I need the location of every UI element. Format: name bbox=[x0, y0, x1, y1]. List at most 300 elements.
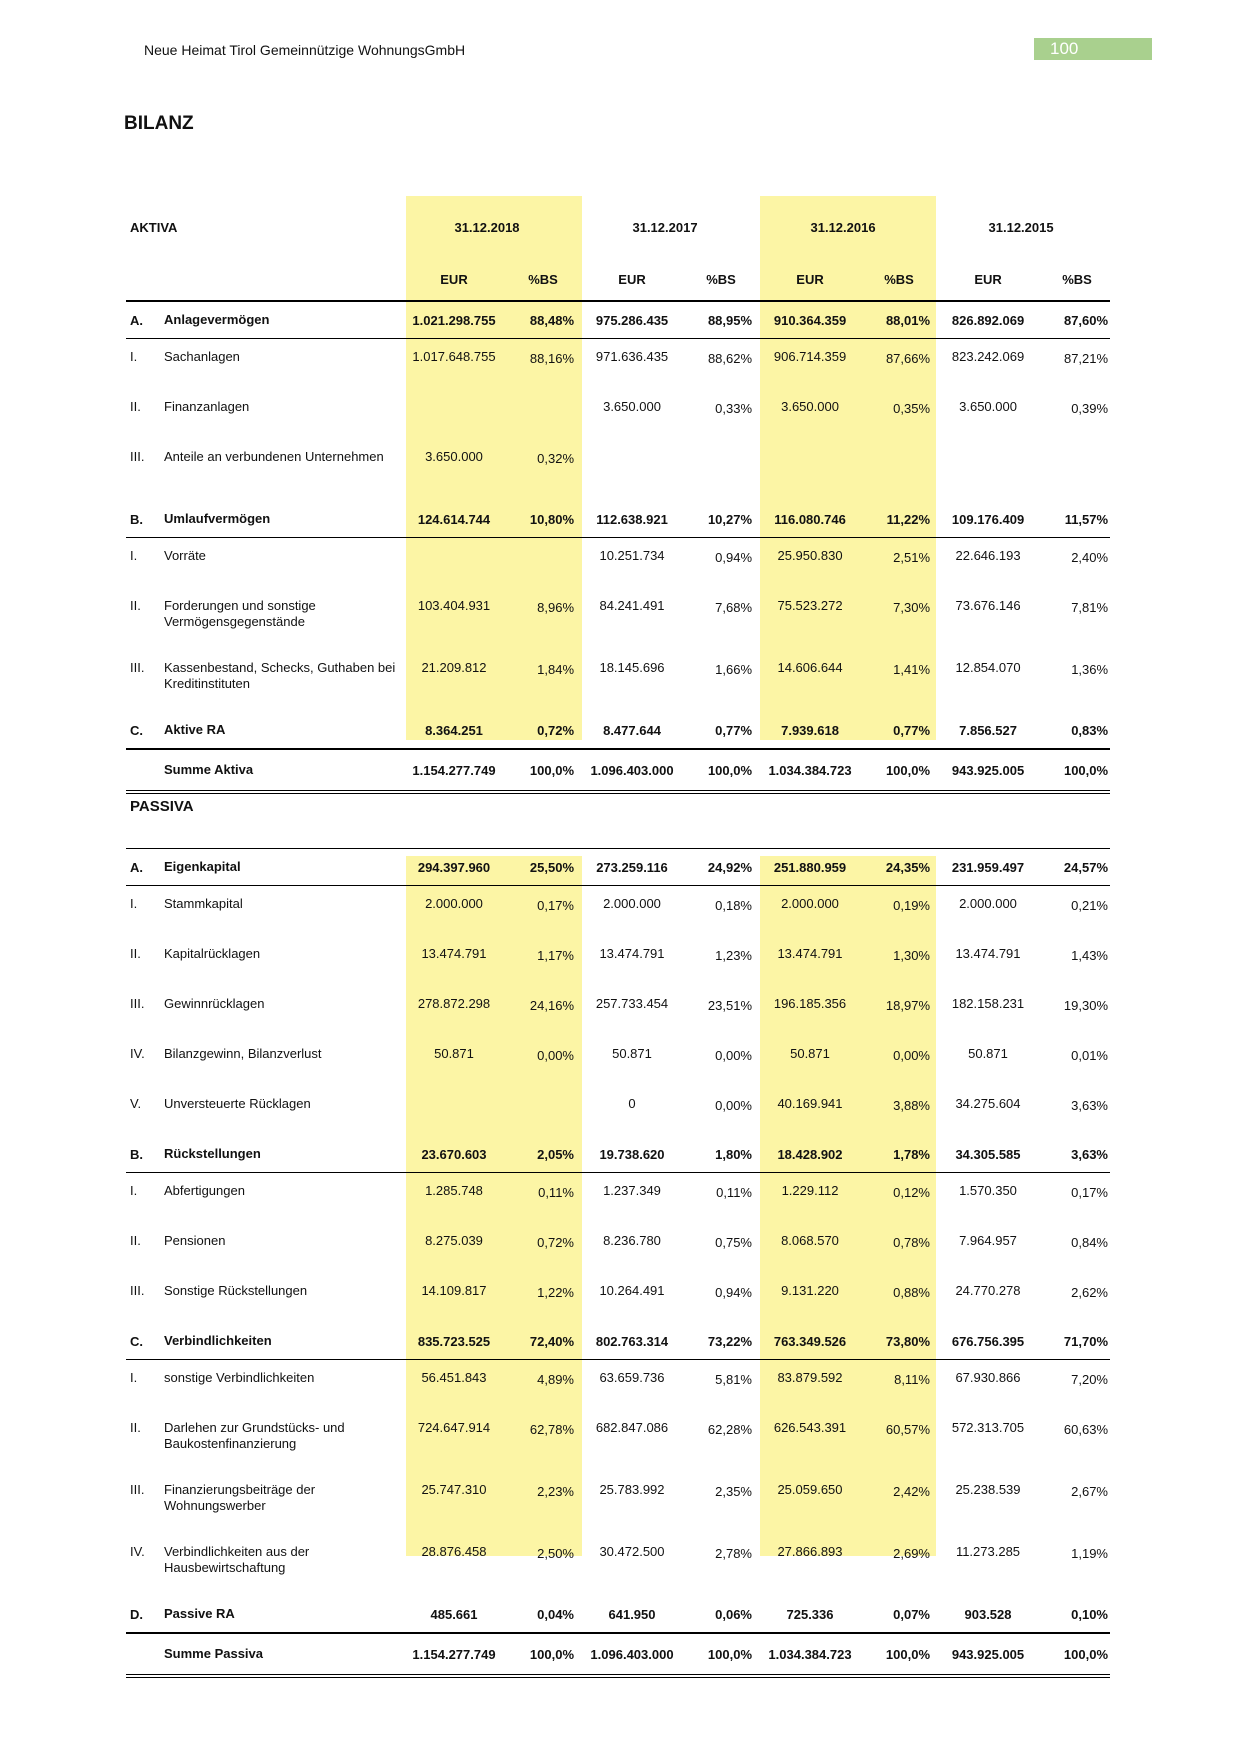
pct-cell: 2,05% bbox=[510, 1136, 576, 1173]
row-label: Anteile an verbundenen Unternehmen bbox=[164, 449, 384, 464]
pct-cell: 0,84% bbox=[1071, 1235, 1108, 1250]
eur-cell: 1.096.403.000 bbox=[576, 749, 688, 792]
pct-cell: 0,88% bbox=[893, 1285, 930, 1300]
pct-cell: 0,18% bbox=[715, 898, 752, 913]
pct-cell: 0,00% bbox=[893, 1048, 930, 1063]
eur-cell: 676.756.395 bbox=[932, 1323, 1044, 1360]
row-label: Summe Passiva bbox=[162, 1633, 398, 1676]
pct-cell: 0,72% bbox=[537, 1235, 574, 1250]
eur-cell: 50.871 bbox=[968, 1046, 1008, 1061]
row-index: II. bbox=[130, 598, 141, 613]
row-index: IV. bbox=[130, 1544, 145, 1559]
eur-cell: 3.650.000 bbox=[781, 399, 839, 414]
pct-cell: 2,78% bbox=[715, 1546, 752, 1561]
row-index: II. bbox=[130, 946, 141, 961]
eur-cell: 34.305.585 bbox=[932, 1136, 1044, 1173]
row-label: Forderungen und sonstige Vermögensgegenstände bbox=[164, 598, 316, 629]
eur-cell: 823.242.069 bbox=[951, 349, 1025, 364]
pct-cell: 11,57% bbox=[1044, 501, 1110, 538]
eur-cell: 8.068.570 bbox=[781, 1233, 839, 1248]
pct-cell: 3,88% bbox=[893, 1098, 930, 1113]
eur-cell: 724.647.914 bbox=[417, 1420, 491, 1435]
pct-cell: 0,94% bbox=[715, 550, 753, 565]
eur-cell: 485.661 bbox=[398, 1596, 510, 1633]
eur-cell: 2.000.000 bbox=[959, 896, 1017, 911]
row-index: I. bbox=[130, 548, 138, 563]
pct-cell: 88,48% bbox=[510, 301, 576, 339]
pct-cell: 100,0% bbox=[510, 1633, 576, 1676]
row-index bbox=[126, 1633, 162, 1676]
eur-cell: 943.925.005 bbox=[932, 749, 1044, 792]
eur-cell: 1.034.384.723 bbox=[754, 749, 866, 792]
category-row bbox=[126, 501, 1110, 538]
row-label: Abfertigungen bbox=[164, 1183, 245, 1198]
pct-cell: 60,57% bbox=[885, 1422, 930, 1437]
pct-cell: 0,11% bbox=[716, 1185, 752, 1200]
row-index: A. bbox=[126, 301, 162, 339]
row-label: Kapitalrücklagen bbox=[164, 946, 261, 961]
pct-cell: 0,17% bbox=[1071, 1185, 1108, 1200]
category-row bbox=[126, 1323, 1110, 1360]
pct-cell: 7,30% bbox=[893, 600, 931, 615]
table-row bbox=[126, 1036, 1110, 1086]
eur-cell: 626.543.391 bbox=[773, 1420, 847, 1435]
row-index: D. bbox=[126, 1596, 162, 1633]
pct-cell: 10,80% bbox=[510, 501, 576, 538]
pct-cell: 0,83% bbox=[1044, 712, 1110, 749]
eur-cell: 28.876.458 bbox=[421, 1544, 487, 1559]
eur-cell: 1.021.298.755 bbox=[398, 301, 510, 339]
pct-cell: 1,43% bbox=[1071, 948, 1108, 963]
row-index: II. bbox=[130, 1420, 141, 1435]
eur-cell: 21.209.812 bbox=[421, 660, 487, 675]
pct-cell: 2,50% bbox=[537, 1546, 574, 1561]
eur-cell: 906.714.359 bbox=[773, 349, 847, 364]
row-index: I. bbox=[130, 896, 138, 911]
eur-cell: 2.000.000 bbox=[425, 896, 483, 911]
row-label: Gewinnrücklagen bbox=[164, 996, 265, 1011]
eur-cell: 30.472.500 bbox=[599, 1544, 665, 1559]
eur-cell: 3.650.000 bbox=[603, 399, 661, 414]
pct-cell: 23,51% bbox=[707, 998, 752, 1013]
row-index: III. bbox=[130, 996, 145, 1011]
eur-cell: 8.477.644 bbox=[576, 712, 688, 749]
table-row bbox=[126, 588, 1110, 650]
eur-cell: 572.313.705 bbox=[951, 1420, 1025, 1435]
category-row bbox=[126, 849, 1110, 886]
eur-cell: 13.474.791 bbox=[955, 946, 1021, 961]
company-name: Neue Heimat Tirol Gemeinnützige WohnungsGmbH bbox=[144, 42, 466, 58]
eur-cell: 50.871 bbox=[434, 1046, 474, 1061]
pct-cell: 0,39% bbox=[1071, 401, 1109, 416]
pct-cell: 87,21% bbox=[1063, 351, 1109, 366]
row-index: III. bbox=[130, 660, 145, 675]
eur-cell: 25.783.992 bbox=[599, 1482, 665, 1497]
eur-cell: 22.646.193 bbox=[955, 548, 1021, 563]
row-index bbox=[126, 749, 162, 792]
pct-header: %BS bbox=[510, 258, 576, 301]
passiva-table bbox=[126, 848, 1110, 1678]
row-index: I. bbox=[130, 1370, 138, 1385]
pct-cell bbox=[1044, 439, 1110, 501]
row-label: Sachanlagen bbox=[164, 349, 240, 364]
eur-cell: 63.659.736 bbox=[599, 1370, 665, 1385]
row-label: Umlaufvermögen bbox=[162, 501, 398, 538]
category-row bbox=[126, 712, 1110, 749]
pct-cell: 2,69% bbox=[893, 1546, 930, 1561]
eur-cell: 975.286.435 bbox=[576, 301, 688, 339]
aktiva-heading: AKTIVA bbox=[130, 219, 178, 235]
eur-cell: 8.236.780 bbox=[603, 1233, 661, 1248]
pct-cell: 11,22% bbox=[866, 501, 932, 538]
eur-cell: 18.145.696 bbox=[599, 660, 665, 675]
pct-cell: 25,50% bbox=[510, 849, 576, 886]
eur-cell: 10.264.491 bbox=[599, 1283, 665, 1298]
eur-cell: 75.523.272 bbox=[777, 598, 843, 613]
eur-cell: 40.169.941 bbox=[777, 1096, 843, 1111]
pct-cell: 0,94% bbox=[715, 1285, 752, 1300]
pct-cell: 4,89% bbox=[537, 1372, 574, 1387]
pct-cell: 2,67% bbox=[1071, 1484, 1108, 1499]
pct-cell: 1,36% bbox=[1071, 662, 1109, 677]
pct-header: %BS bbox=[866, 258, 932, 301]
eur-cell bbox=[932, 439, 1044, 501]
eur-cell: 1.570.350 bbox=[959, 1183, 1017, 1198]
pct-cell: 0,17% bbox=[537, 898, 574, 913]
eur-cell: 943.925.005 bbox=[932, 1633, 1044, 1676]
row-index: B. bbox=[126, 501, 162, 538]
row-label: Sonstige Rückstellungen bbox=[164, 1283, 308, 1298]
row-index: III. bbox=[130, 1283, 145, 1298]
pct-cell: 7,20% bbox=[1071, 1372, 1108, 1387]
eur-cell: 25.059.650 bbox=[777, 1482, 843, 1497]
pct-cell: 88,01% bbox=[866, 301, 932, 339]
row-index: II. bbox=[130, 1233, 141, 1248]
eur-cell: 257.733.454 bbox=[595, 996, 669, 1011]
pct-cell: 0,00% bbox=[715, 1098, 752, 1113]
pct-cell: 88,62% bbox=[707, 351, 753, 366]
pct-cell: 10,27% bbox=[688, 501, 754, 538]
eur-cell bbox=[398, 538, 510, 589]
category-row bbox=[126, 1596, 1110, 1633]
eur-cell: 50.871 bbox=[612, 1046, 652, 1061]
pct-cell: 1,23% bbox=[715, 948, 752, 963]
eur-cell bbox=[754, 439, 866, 501]
pct-cell: 71,70% bbox=[1044, 1323, 1110, 1360]
pct-cell: 7,68% bbox=[715, 600, 753, 615]
eur-cell: 73.676.146 bbox=[955, 598, 1021, 613]
eur-cell: 25.747.310 bbox=[421, 1482, 487, 1497]
row-label: Bilanzgewinn, Bilanzverlust bbox=[164, 1046, 322, 1061]
row-index: A. bbox=[126, 849, 162, 886]
pct-cell: 62,78% bbox=[529, 1422, 574, 1437]
row-label: Pensionen bbox=[164, 1233, 226, 1248]
eur-cell: 84.241.491 bbox=[599, 598, 665, 613]
eur-header: EUR bbox=[754, 258, 866, 301]
pct-cell: 0,00% bbox=[715, 1048, 752, 1063]
row-label: Vorräte bbox=[164, 548, 206, 563]
pct-cell: 0,12% bbox=[893, 1185, 930, 1200]
pct-cell: 19,30% bbox=[1063, 998, 1108, 1013]
category-row bbox=[126, 1136, 1110, 1173]
eur-cell: 802.763.314 bbox=[576, 1323, 688, 1360]
eur-cell bbox=[398, 389, 510, 439]
pct-cell bbox=[510, 1086, 576, 1136]
pct-cell: 1,22% bbox=[537, 1285, 574, 1300]
pct-cell: 7,81% bbox=[1071, 600, 1109, 615]
pct-cell: 1,41% bbox=[893, 662, 931, 677]
date-header-2016: 31.12.2016 bbox=[810, 219, 876, 235]
eur-cell: 182.158.231 bbox=[951, 996, 1025, 1011]
row-index: V. bbox=[130, 1096, 142, 1111]
eur-cell: 7.939.618 bbox=[754, 712, 866, 749]
eur-cell: 9.131.220 bbox=[781, 1283, 839, 1298]
eur-cell: 273.259.116 bbox=[576, 849, 688, 886]
table-row bbox=[126, 1534, 1110, 1596]
pct-cell: 0,78% bbox=[893, 1235, 930, 1250]
pct-cell: 0,75% bbox=[715, 1235, 752, 1250]
eur-cell: 1.017.648.755 bbox=[412, 349, 496, 364]
eur-cell bbox=[398, 1086, 510, 1136]
pct-cell: 0,32% bbox=[537, 451, 575, 466]
eur-header: EUR bbox=[398, 258, 510, 301]
eur-cell: 1.154.277.749 bbox=[398, 1633, 510, 1676]
row-index: II. bbox=[130, 399, 141, 414]
pct-cell: 0,35% bbox=[893, 401, 931, 416]
eur-cell: 0 bbox=[628, 1096, 636, 1111]
table-row bbox=[126, 1223, 1110, 1273]
eur-cell: 11.273.285 bbox=[955, 1544, 1021, 1559]
pct-cell: 100,0% bbox=[866, 749, 932, 792]
row-label: sonstige Verbindlichkeiten bbox=[164, 1370, 315, 1385]
eur-cell: 116.080.746 bbox=[754, 501, 866, 538]
eur-cell: 903.528 bbox=[932, 1596, 1044, 1633]
eur-cell: 10.251.734 bbox=[599, 548, 665, 563]
row-index: III. bbox=[130, 449, 145, 464]
table-row bbox=[126, 389, 1110, 439]
pct-cell: 2,23% bbox=[537, 1484, 574, 1499]
eur-cell: 112.638.921 bbox=[576, 501, 688, 538]
eur-cell: 14.606.644 bbox=[777, 660, 843, 675]
eur-cell: 19.738.620 bbox=[576, 1136, 688, 1173]
eur-cell: 196.185.356 bbox=[773, 996, 847, 1011]
table-row bbox=[126, 1273, 1110, 1323]
pct-cell: 0,10% bbox=[1044, 1596, 1110, 1633]
eur-cell: 34.275.604 bbox=[955, 1096, 1021, 1111]
date-header-2017: 31.12.2017 bbox=[632, 219, 698, 235]
eur-cell: 763.349.526 bbox=[754, 1323, 866, 1360]
pct-cell: 18,97% bbox=[885, 998, 930, 1013]
row-label: Stammkapital bbox=[164, 896, 243, 911]
table-row bbox=[126, 886, 1110, 937]
pct-cell: 1,30% bbox=[893, 948, 930, 963]
pct-header: %BS bbox=[688, 258, 754, 301]
pct-cell: 0,77% bbox=[688, 712, 754, 749]
aktiva-table bbox=[126, 196, 1110, 794]
eur-cell: 8.364.251 bbox=[398, 712, 510, 749]
pct-cell: 72,40% bbox=[510, 1323, 576, 1360]
pct-cell: 100,0% bbox=[1044, 1633, 1110, 1676]
total-row bbox=[126, 1633, 1110, 1676]
subheader-blank bbox=[126, 258, 398, 301]
eur-cell: 1.034.384.723 bbox=[754, 1633, 866, 1676]
pct-cell: 24,92% bbox=[688, 849, 754, 886]
pct-cell: 2,42% bbox=[893, 1484, 930, 1499]
pct-cell: 88,95% bbox=[688, 301, 754, 339]
row-index: III. bbox=[130, 1482, 145, 1497]
pct-cell: 2,51% bbox=[893, 550, 931, 565]
pct-cell: 100,0% bbox=[1044, 749, 1110, 792]
table-row bbox=[126, 538, 1110, 589]
eur-cell: 8.275.039 bbox=[425, 1233, 483, 1248]
eur-cell: 23.670.603 bbox=[398, 1136, 510, 1173]
table-row bbox=[126, 1410, 1110, 1472]
eur-cell: 7.964.957 bbox=[959, 1233, 1017, 1248]
table-row bbox=[126, 936, 1110, 986]
pct-cell: 100,0% bbox=[866, 1633, 932, 1676]
eur-cell: 25.950.830 bbox=[777, 548, 843, 563]
eur-cell: 13.474.791 bbox=[421, 946, 487, 961]
eur-cell: 682.847.086 bbox=[595, 1420, 669, 1435]
eur-cell: 67.930.866 bbox=[955, 1370, 1021, 1385]
row-label: Aktive RA bbox=[162, 712, 398, 749]
row-label: Verbindlichkeiten bbox=[162, 1323, 398, 1360]
row-label: Passive RA bbox=[162, 1596, 398, 1633]
pct-cell: 0,04% bbox=[510, 1596, 576, 1633]
table-row bbox=[126, 1472, 1110, 1534]
eur-cell: 18.428.902 bbox=[754, 1136, 866, 1173]
row-index: C. bbox=[126, 712, 162, 749]
pct-cell: 1,19% bbox=[1071, 1546, 1108, 1561]
eur-cell: 14.109.817 bbox=[421, 1283, 487, 1298]
pct-cell: 100,0% bbox=[688, 749, 754, 792]
pct-cell: 73,80% bbox=[866, 1323, 932, 1360]
row-label: Finanzierungsbeiträge der Wohnungswerber bbox=[164, 1482, 316, 1513]
pct-cell: 0,77% bbox=[866, 712, 932, 749]
eur-cell: 7.856.527 bbox=[932, 712, 1044, 749]
date-header-2015: 31.12.2015 bbox=[988, 219, 1054, 235]
eur-cell: 278.872.298 bbox=[417, 996, 491, 1011]
eur-cell: 1.154.277.749 bbox=[398, 749, 510, 792]
pct-cell: 2,62% bbox=[1071, 1285, 1108, 1300]
pct-header: %BS bbox=[1044, 258, 1110, 301]
date-header-2018: 31.12.2018 bbox=[454, 219, 520, 235]
eur-cell: 24.770.278 bbox=[955, 1283, 1021, 1298]
pct-cell: 24,35% bbox=[866, 849, 932, 886]
row-label: Darlehen zur Grundstücks- und Baukostenfinanzierung bbox=[164, 1420, 345, 1451]
table-row bbox=[126, 1173, 1110, 1224]
page-title: BILANZ bbox=[124, 113, 194, 134]
table-row bbox=[126, 1360, 1110, 1411]
pct-cell: 5,81% bbox=[715, 1372, 752, 1387]
pct-cell bbox=[866, 439, 932, 501]
pct-cell: 24,57% bbox=[1044, 849, 1110, 886]
eur-cell: 103.404.931 bbox=[417, 598, 491, 613]
pct-cell: 62,28% bbox=[707, 1422, 752, 1437]
eur-cell: 50.871 bbox=[790, 1046, 830, 1061]
row-label: Anlagevermögen bbox=[162, 301, 398, 339]
eur-header: EUR bbox=[576, 258, 688, 301]
pct-cell: 0,01% bbox=[1071, 1048, 1108, 1063]
eur-cell: 25.238.539 bbox=[955, 1482, 1021, 1497]
pct-cell: 0,72% bbox=[510, 712, 576, 749]
eur-cell: 826.892.069 bbox=[932, 301, 1044, 339]
pct-cell bbox=[510, 538, 576, 589]
pct-cell: 73,22% bbox=[688, 1323, 754, 1360]
eur-cell: 1.096.403.000 bbox=[576, 1633, 688, 1676]
pct-cell: 88,16% bbox=[529, 351, 575, 366]
table-row bbox=[126, 1086, 1110, 1136]
eur-cell: 13.474.791 bbox=[777, 946, 843, 961]
eur-cell: 725.336 bbox=[754, 1596, 866, 1633]
row-index: C. bbox=[126, 1323, 162, 1360]
page-number-badge bbox=[1034, 38, 1152, 60]
pct-cell: 87,66% bbox=[885, 351, 931, 366]
pct-cell: 60,63% bbox=[1063, 1422, 1108, 1437]
pct-cell: 87,60% bbox=[1044, 301, 1110, 339]
total-row bbox=[126, 749, 1110, 792]
table-row bbox=[126, 439, 1110, 501]
row-label: Summe Aktiva bbox=[162, 749, 398, 792]
eur-cell: 251.880.959 bbox=[754, 849, 866, 886]
table-row bbox=[126, 339, 1110, 390]
pct-cell: 1,17% bbox=[537, 948, 574, 963]
pct-cell: 2,40% bbox=[1071, 550, 1109, 565]
eur-cell: 910.364.359 bbox=[754, 301, 866, 339]
row-index: IV. bbox=[130, 1046, 145, 1061]
row-index: I. bbox=[130, 349, 138, 364]
eur-cell: 835.723.525 bbox=[398, 1323, 510, 1360]
pct-cell: 8,96% bbox=[537, 600, 575, 615]
pct-cell: 0,06% bbox=[688, 1596, 754, 1633]
pct-cell: 3,63% bbox=[1071, 1098, 1108, 1113]
eur-cell: 3.650.000 bbox=[425, 449, 483, 464]
pct-cell: 0,21% bbox=[1071, 898, 1108, 913]
eur-cell: 2.000.000 bbox=[781, 896, 839, 911]
eur-cell: 3.650.000 bbox=[959, 399, 1017, 414]
eur-cell: 124.614.744 bbox=[398, 501, 510, 538]
pct-cell: 100,0% bbox=[688, 1633, 754, 1676]
eur-cell: 109.176.409 bbox=[932, 501, 1044, 538]
category-row bbox=[126, 301, 1110, 339]
table-row bbox=[126, 650, 1110, 712]
eur-cell: 56.451.843 bbox=[421, 1370, 487, 1385]
eur-cell: 83.879.592 bbox=[777, 1370, 843, 1385]
pct-cell: 0,11% bbox=[538, 1185, 574, 1200]
pct-cell: 1,66% bbox=[715, 662, 753, 677]
pct-cell: 0,00% bbox=[537, 1048, 574, 1063]
eur-cell: 294.397.960 bbox=[398, 849, 510, 886]
row-label: Rückstellungen bbox=[162, 1136, 398, 1173]
pct-cell: 100,0% bbox=[510, 749, 576, 792]
eur-cell: 1.229.112 bbox=[781, 1183, 839, 1198]
pct-cell: 3,63% bbox=[1044, 1136, 1110, 1173]
eur-cell: 2.000.000 bbox=[603, 896, 661, 911]
pct-cell: 2,35% bbox=[715, 1484, 752, 1499]
pct-cell bbox=[510, 389, 576, 439]
pct-cell bbox=[688, 439, 754, 501]
eur-cell: 12.854.070 bbox=[955, 660, 1021, 675]
pct-cell: 0,07% bbox=[866, 1596, 932, 1633]
eur-cell: 13.474.791 bbox=[599, 946, 665, 961]
row-label: Verbindlichkeiten aus der Hausbewirtschaftung bbox=[164, 1544, 310, 1575]
row-label: Unversteuerte Rücklagen bbox=[164, 1096, 311, 1111]
row-index: B. bbox=[126, 1136, 162, 1173]
eur-cell: 231.959.497 bbox=[932, 849, 1044, 886]
eur-header: EUR bbox=[932, 258, 1044, 301]
eur-cell bbox=[576, 439, 688, 501]
eur-cell: 971.636.435 bbox=[595, 349, 669, 364]
